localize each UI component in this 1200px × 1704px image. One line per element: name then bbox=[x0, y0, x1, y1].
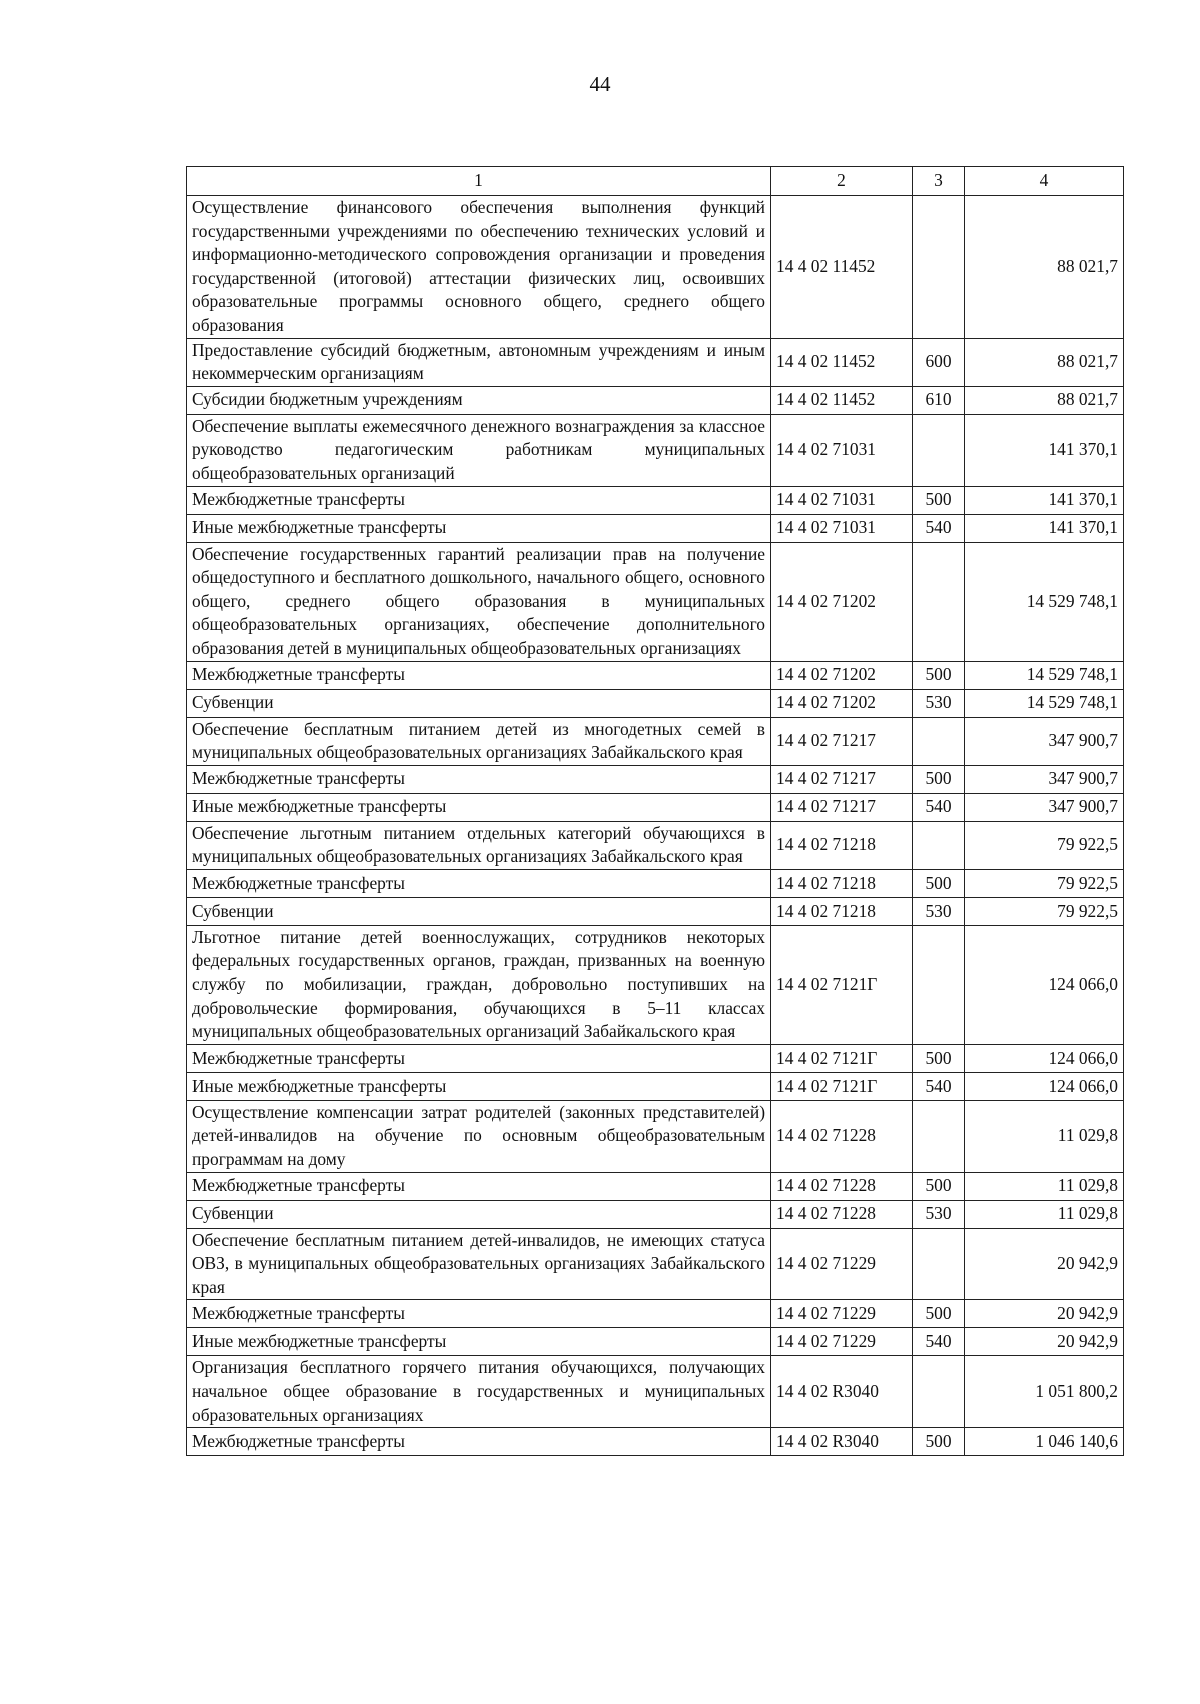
row-amount: 88 021,7 bbox=[965, 196, 1124, 339]
row-type: 540 bbox=[913, 793, 965, 821]
row-name: Осуществление компенсации затрат родителей (законных представителей) детей-инвалидов на обучение по основным общеобразовательным программам на дому bbox=[187, 1100, 771, 1172]
row-code: 14 4 02 7121Г bbox=[771, 1072, 913, 1100]
row-type: 530 bbox=[913, 689, 965, 717]
table-row bbox=[187, 689, 1124, 717]
row-type: 540 bbox=[913, 1072, 965, 1100]
header-col-1: 1 bbox=[187, 167, 771, 196]
row-name: Межбюджетные трансферты bbox=[187, 661, 771, 689]
row-type: 530 bbox=[913, 897, 965, 925]
row-name: Льготное питание детей военнослужащих, сотрудников некоторых федеральных государственных органов, граждан, призванных на военную службу по мобилизации, граждан, добровольно поступивших на добровольческие формирования, обучающихся в 5–11 классах муниципальных общеобразовательных организаций Забайкальского края bbox=[187, 925, 771, 1044]
row-name: Осуществление финансового обеспечения выполнения функций государственными учреждениями по обеспечению технических условий и информационно-методического сопровождения организации и проведения государственной (итоговой) аттестации физических лиц, освоивших образовательные программы основного общего, среднего общего образования bbox=[187, 196, 771, 339]
row-code: 14 4 02 71229 bbox=[771, 1328, 913, 1356]
row-name: Субвенции bbox=[187, 689, 771, 717]
table-row bbox=[187, 196, 1124, 339]
row-type: 540 bbox=[913, 1328, 965, 1356]
table-row bbox=[187, 1300, 1124, 1328]
row-name: Межбюджетные трансферты bbox=[187, 1300, 771, 1328]
row-name: Межбюджетные трансферты bbox=[187, 869, 771, 897]
row-amount: 11 029,8 bbox=[965, 1100, 1124, 1172]
row-code: 14 4 02 71202 bbox=[771, 689, 913, 717]
row-type bbox=[913, 821, 965, 869]
row-amount: 79 922,5 bbox=[965, 821, 1124, 869]
header-row bbox=[187, 167, 1124, 196]
row-code: 14 4 02 71229 bbox=[771, 1228, 913, 1300]
row-amount: 79 922,5 bbox=[965, 869, 1124, 897]
row-amount: 14 529 748,1 bbox=[965, 689, 1124, 717]
row-amount: 124 066,0 bbox=[965, 1072, 1124, 1100]
row-code: 14 4 02 71202 bbox=[771, 542, 913, 661]
budget-table bbox=[186, 166, 1124, 1456]
row-amount: 14 529 748,1 bbox=[965, 661, 1124, 689]
row-type bbox=[913, 925, 965, 1044]
row-code: 14 4 02 R3040 bbox=[771, 1428, 913, 1456]
row-code: 14 4 02 71217 bbox=[771, 765, 913, 793]
table-row bbox=[187, 1044, 1124, 1072]
row-code: 14 4 02 71218 bbox=[771, 869, 913, 897]
row-amount: 20 942,9 bbox=[965, 1300, 1124, 1328]
table-row bbox=[187, 486, 1124, 514]
table-row bbox=[187, 1228, 1124, 1300]
row-name: Обеспечение государственных гарантий реализации прав на получение общедоступного и бесплатного дошкольного, начального общего, основного общего, среднего общего образования в муниципальных общеобразовательных организациях, обеспечение дополнительного образования детей в муниципальных общеобразовательных организациях bbox=[187, 542, 771, 661]
row-type bbox=[913, 414, 965, 486]
row-amount: 124 066,0 bbox=[965, 925, 1124, 1044]
row-name: Иные межбюджетные трансферты bbox=[187, 1072, 771, 1100]
row-type bbox=[913, 1228, 965, 1300]
row-name: Межбюджетные трансферты bbox=[187, 486, 771, 514]
row-type: 610 bbox=[913, 386, 965, 414]
table-row bbox=[187, 1428, 1124, 1456]
header-col-3: 3 bbox=[913, 167, 965, 196]
row-amount: 1 051 800,2 bbox=[965, 1356, 1124, 1428]
row-name: Иные межбюджетные трансферты bbox=[187, 1328, 771, 1356]
table-row bbox=[187, 869, 1124, 897]
row-code: 14 4 02 71228 bbox=[771, 1172, 913, 1200]
row-code: 14 4 02 71202 bbox=[771, 661, 913, 689]
row-type bbox=[913, 542, 965, 661]
table-row bbox=[187, 925, 1124, 1044]
row-name: Организация бесплатного горячего питания обучающихся, получающих начальное общее образование в государственных и муниципальных образовательных организациях bbox=[187, 1356, 771, 1428]
row-code: 14 4 02 R3040 bbox=[771, 1356, 913, 1428]
row-code: 14 4 02 11452 bbox=[771, 196, 913, 339]
row-name: Межбюджетные трансферты bbox=[187, 765, 771, 793]
row-name: Иные межбюджетные трансферты bbox=[187, 514, 771, 542]
header-col-4: 4 bbox=[965, 167, 1124, 196]
table-row bbox=[187, 1328, 1124, 1356]
page-number: 44 bbox=[589, 72, 611, 96]
row-name: Иные межбюджетные трансферты bbox=[187, 793, 771, 821]
row-code: 14 4 02 71228 bbox=[771, 1100, 913, 1172]
row-amount: 14 529 748,1 bbox=[965, 542, 1124, 661]
table-row bbox=[187, 821, 1124, 869]
row-code: 14 4 02 71031 bbox=[771, 514, 913, 542]
row-amount: 11 029,8 bbox=[965, 1172, 1124, 1200]
row-amount: 347 900,7 bbox=[965, 717, 1124, 765]
row-type: 500 bbox=[913, 1300, 965, 1328]
table-row bbox=[187, 514, 1124, 542]
row-type: 540 bbox=[913, 514, 965, 542]
row-type: 500 bbox=[913, 1044, 965, 1072]
table-row bbox=[187, 1172, 1124, 1200]
table-row bbox=[187, 1200, 1124, 1228]
row-code: 14 4 02 71031 bbox=[771, 486, 913, 514]
row-code: 14 4 02 7121Г bbox=[771, 1044, 913, 1072]
row-amount: 20 942,9 bbox=[965, 1228, 1124, 1300]
header-col-2: 2 bbox=[771, 167, 913, 196]
row-amount: 20 942,9 bbox=[965, 1328, 1124, 1356]
table-row bbox=[187, 338, 1124, 386]
row-code: 14 4 02 71031 bbox=[771, 414, 913, 486]
row-type: 500 bbox=[913, 486, 965, 514]
row-type: 600 bbox=[913, 338, 965, 386]
row-type bbox=[913, 717, 965, 765]
row-name: Субвенции bbox=[187, 1200, 771, 1228]
row-type bbox=[913, 196, 965, 339]
row-name: Обеспечение льготным питанием отдельных категорий обучающихся в муниципальных общеобразовательных организациях Забайкальского края bbox=[187, 821, 771, 869]
row-amount: 347 900,7 bbox=[965, 793, 1124, 821]
table-row bbox=[187, 1100, 1124, 1172]
row-code: 14 4 02 71217 bbox=[771, 793, 913, 821]
row-type: 500 bbox=[913, 661, 965, 689]
row-amount: 1 046 140,6 bbox=[965, 1428, 1124, 1456]
row-type: 500 bbox=[913, 869, 965, 897]
row-amount: 347 900,7 bbox=[965, 765, 1124, 793]
table-row bbox=[187, 414, 1124, 486]
table-row bbox=[187, 897, 1124, 925]
row-type: 500 bbox=[913, 1172, 965, 1200]
table-row bbox=[187, 1356, 1124, 1428]
row-amount: 79 922,5 bbox=[965, 897, 1124, 925]
table-row bbox=[187, 542, 1124, 661]
row-code: 14 4 02 7121Г bbox=[771, 925, 913, 1044]
row-type: 500 bbox=[913, 765, 965, 793]
row-code: 14 4 02 71218 bbox=[771, 821, 913, 869]
row-type: 500 bbox=[913, 1428, 965, 1456]
table-row bbox=[187, 765, 1124, 793]
row-name: Обеспечение бесплатным питанием детей-инвалидов, не имеющих статуса ОВЗ, в муниципальных общеобразовательных организациях Забайкальского края bbox=[187, 1228, 771, 1300]
row-name: Межбюджетные трансферты bbox=[187, 1172, 771, 1200]
row-type bbox=[913, 1100, 965, 1172]
row-code: 14 4 02 11452 bbox=[771, 386, 913, 414]
row-name: Обеспечение бесплатным питанием детей из многодетных семей в муниципальных общеобразовательных организациях Забайкальского края bbox=[187, 717, 771, 765]
table-row bbox=[187, 661, 1124, 689]
row-code: 14 4 02 71229 bbox=[771, 1300, 913, 1328]
table-row bbox=[187, 793, 1124, 821]
row-name: Межбюджетные трансферты bbox=[187, 1044, 771, 1072]
row-amount: 88 021,7 bbox=[965, 338, 1124, 386]
row-name: Предоставление субсидий бюджетным, автономным учреждениям и иным некоммерческим организациям bbox=[187, 338, 771, 386]
row-amount: 141 370,1 bbox=[965, 514, 1124, 542]
row-amount: 141 370,1 bbox=[965, 414, 1124, 486]
row-name: Субсидии бюджетным учреждениям bbox=[187, 386, 771, 414]
row-amount: 88 021,7 bbox=[965, 386, 1124, 414]
row-amount: 11 029,8 bbox=[965, 1200, 1124, 1228]
row-amount: 124 066,0 bbox=[965, 1044, 1124, 1072]
row-code: 14 4 02 11452 bbox=[771, 338, 913, 386]
row-code: 14 4 02 71228 bbox=[771, 1200, 913, 1228]
row-type: 530 bbox=[913, 1200, 965, 1228]
row-amount: 141 370,1 bbox=[965, 486, 1124, 514]
table-row bbox=[187, 1072, 1124, 1100]
row-type bbox=[913, 1356, 965, 1428]
row-name: Субвенции bbox=[187, 897, 771, 925]
row-code: 14 4 02 71217 bbox=[771, 717, 913, 765]
row-name: Межбюджетные трансферты bbox=[187, 1428, 771, 1456]
row-name: Обеспечение выплаты ежемесячного денежного вознаграждения за классное руководство педагогическим работникам муниципальных общеобразовательных организаций bbox=[187, 414, 771, 486]
table-row bbox=[187, 386, 1124, 414]
row-code: 14 4 02 71218 bbox=[771, 897, 913, 925]
table-row bbox=[187, 717, 1124, 765]
